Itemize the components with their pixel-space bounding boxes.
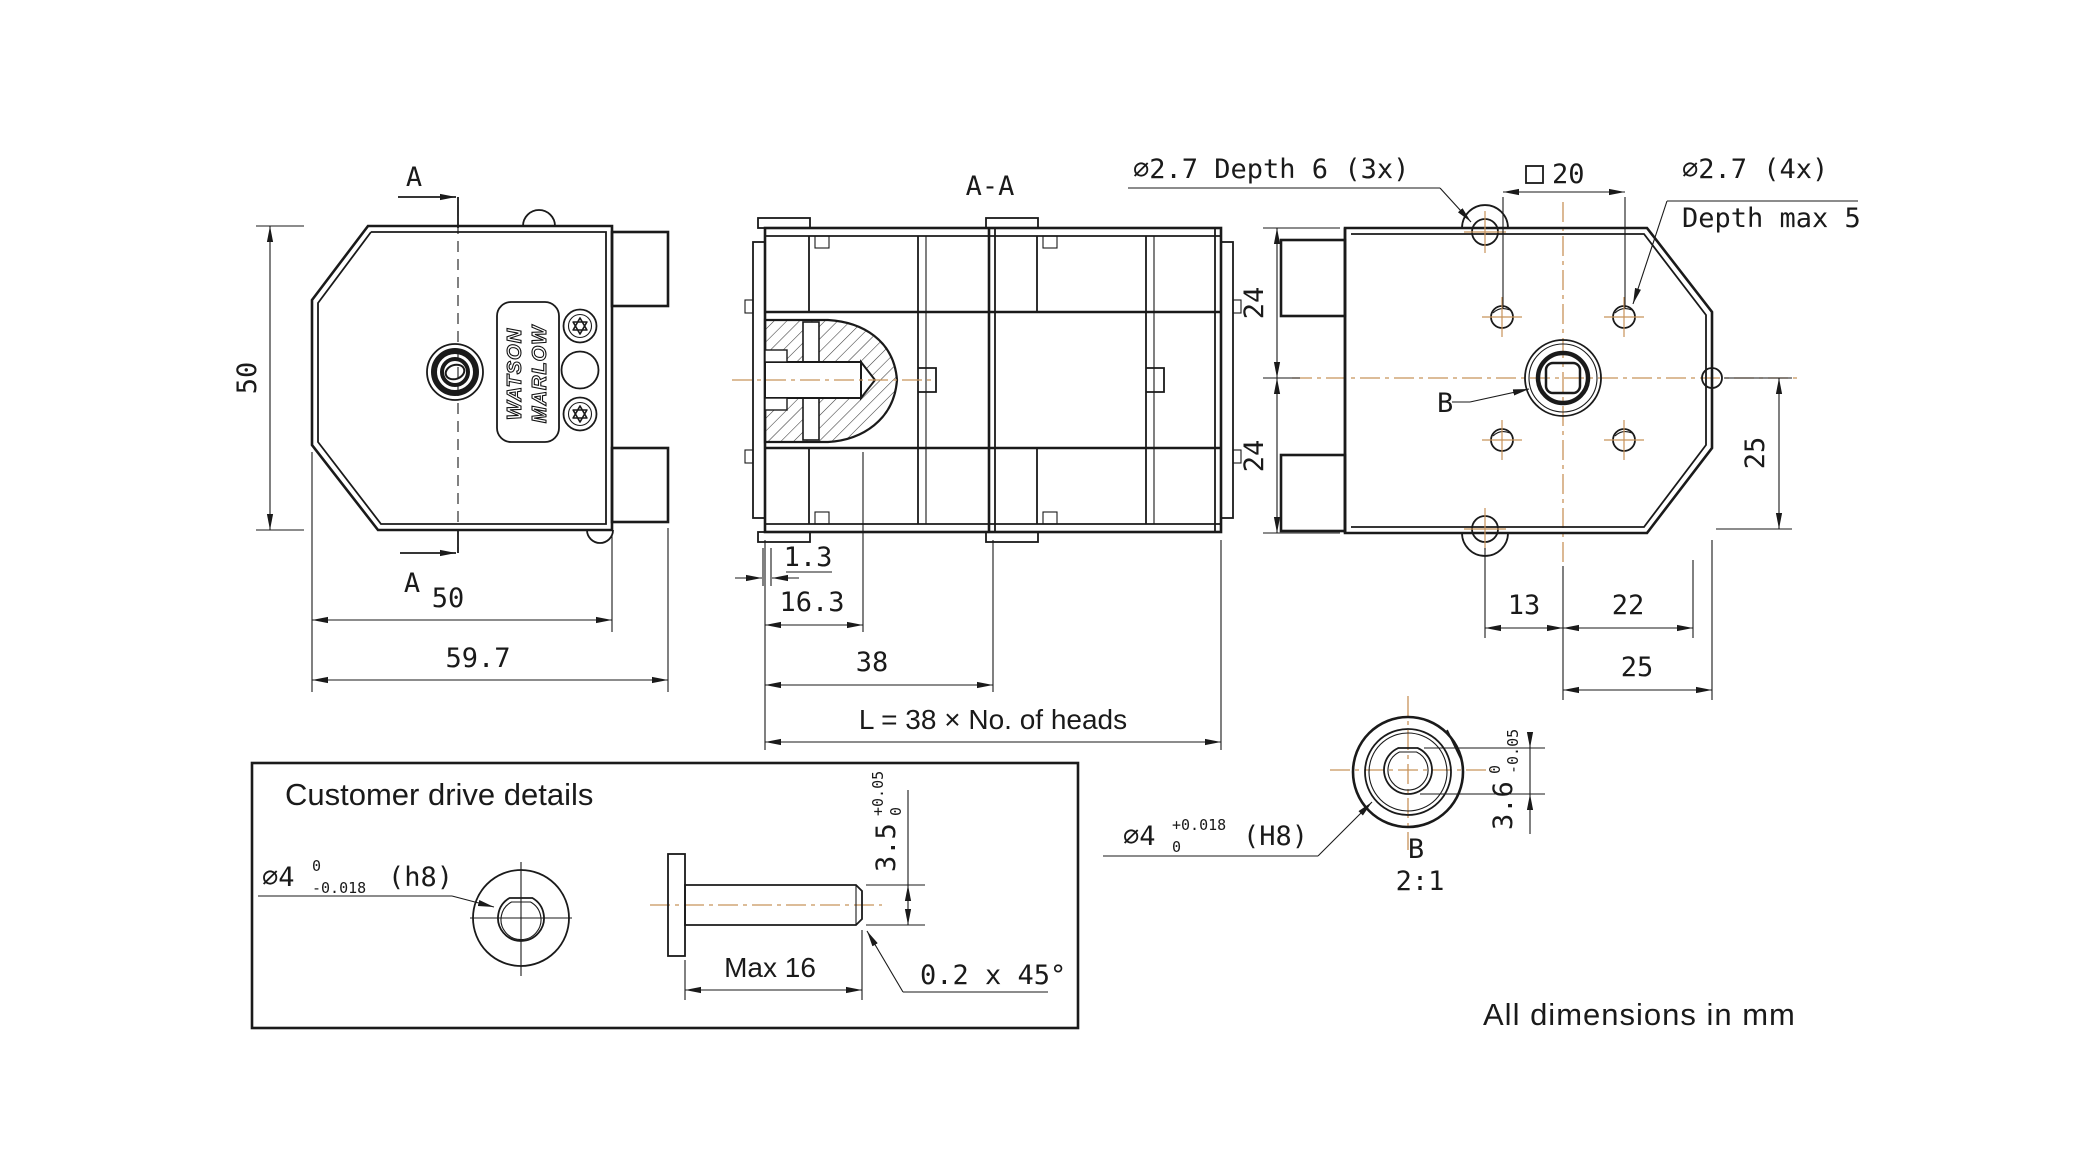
dim-3-5-tol-upper: +0.05 [869,770,887,816]
watson-marlow-logo [497,302,559,442]
drive-callout-fit: (h8) [388,862,454,893]
torx-screw-bottom [564,398,597,431]
logo-text-watson: WATSON [504,327,526,421]
callout-h8-tol-upper: +0.018 [1172,816,1227,834]
section-dim-1-3 [735,542,832,586]
dim-24-pair [1239,228,1340,533]
callout-dia-2-7-4x [1633,154,1861,304]
dim-3-5 [866,771,925,925]
customer-drive-details-box [252,763,1078,1028]
dim-text-25-right: 25 [1740,436,1771,470]
dim-3-6-tol-lower: -0.05 [1504,728,1522,774]
dim-text-1-3: 1.3 [783,542,833,573]
plain-hole [562,352,599,389]
section-label-top: A [405,162,423,193]
drive-shaft-end-view [470,862,572,976]
torx-screw-top [564,310,597,343]
callout-4x-depth-text: Depth max 5 [1682,203,1861,234]
dim-text-20: 20 [1552,159,1585,190]
section-title: A-A [965,171,1015,202]
dim-max-16 [685,930,862,1000]
dim-text-50v: 50 [232,361,263,395]
front-dim-height-50 [232,226,304,530]
front-dim-overall-59-7 [312,528,668,692]
dim-text-24-top: 24 [1239,286,1270,320]
callout-dia-2-7-3x [1128,154,1471,222]
dim-text-24-bottom: 24 [1239,439,1270,473]
detail-b-label: B [1407,834,1425,865]
dim-3-5-tol-lower: 0 [887,806,905,816]
drive-shaft-section [732,320,935,442]
detail-b-leader [1437,388,1529,419]
dim-text-16-3: 16.3 [779,587,845,618]
detail-ref-label: B [1437,388,1454,419]
section-marker-a-top [398,162,458,228]
detail-b-view [1103,696,1545,897]
drive-callout-tol-lower: -0.018 [312,879,367,897]
dim-text-59-7: 59.7 [445,643,511,674]
dim-text-3-6: 3.6 [1488,781,1519,830]
callout-4x-text: ⌀2.7 (4x) [1682,154,1829,185]
dim-text-length-formula: L = 38 × No. of heads [858,704,1128,735]
front-shaft-bore [427,344,483,400]
front-view [232,162,668,692]
drive-details-title: Customer drive details [285,777,594,812]
section-label-bottom: A [403,568,421,599]
dim-text-50h: 50 [431,583,465,614]
dim-25-right [1716,378,1792,529]
drive-shaft-side-view [650,854,882,956]
callout-h8-fit: (H8) [1243,821,1309,852]
drive-callout-h8 [258,857,494,907]
dim-text-13: 13 [1507,590,1541,621]
callout-h8-tol-lower: 0 [1172,838,1182,856]
detail-b-callout-h8 [1103,802,1372,856]
dim-bottom-row [1485,540,1712,700]
logo-text-marlow: MARLOW [529,324,551,424]
callout-3x-text: ⌀2.7 Depth 6 (3x) [1133,154,1410,185]
dim-text-3-5: 3.5 [871,823,902,872]
detail-b-scale: 2:1 [1395,866,1445,897]
dim-3-6-tol-upper: 0 [1486,764,1504,774]
chamfer-text: 0.2 x 45° [920,960,1067,991]
rear-view [1128,154,1861,700]
section-view-aa [732,171,1241,750]
dim-text-38: 38 [855,647,889,678]
drive-callout-dia: ⌀4 [262,862,295,893]
dim-text-22: 22 [1611,590,1645,621]
dim-text-max16: Max 16 [724,952,816,983]
chamfer-callout [867,931,1066,992]
units-note: All dimensions in mm [1483,997,1796,1032]
module-2-internals [986,218,1164,542]
drive-callout-tol-upper: 0 [312,857,322,875]
dim-text-25-bottom: 25 [1620,652,1654,683]
callout-h8-dia: ⌀4 [1123,821,1156,852]
